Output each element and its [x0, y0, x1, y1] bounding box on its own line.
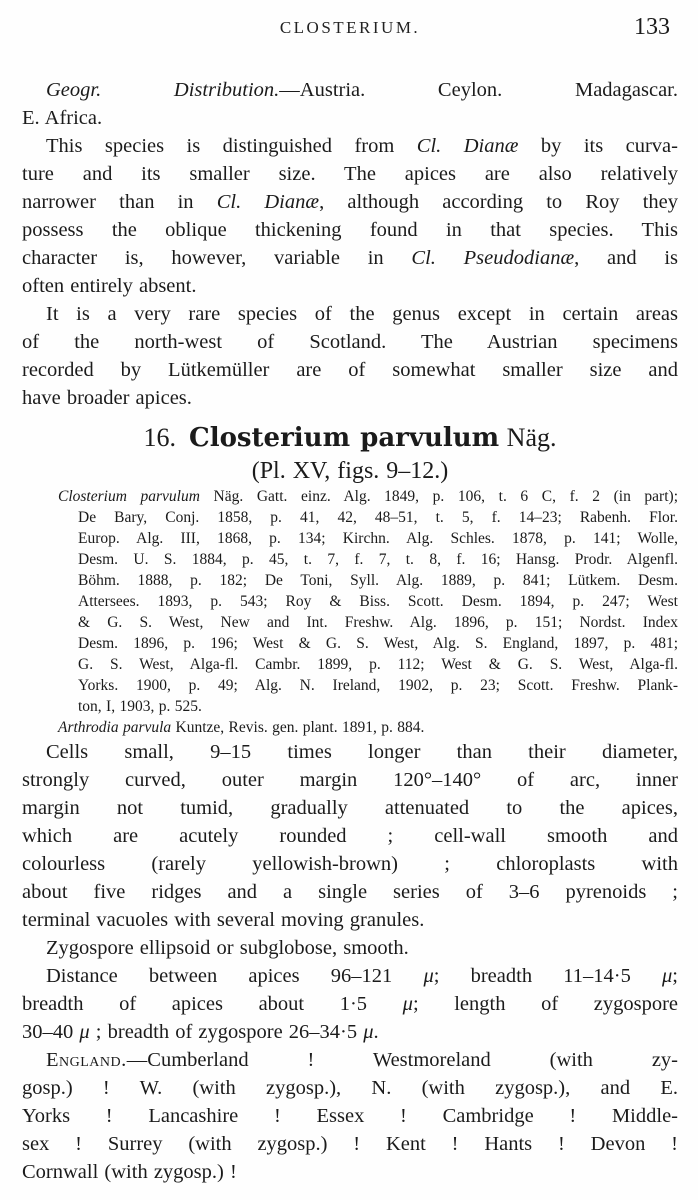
text-line — [22, 794, 678, 822]
text-segment: 30–40 — [22, 1021, 80, 1043]
text-segment: about five ridges and a single series of 3–6 pyrenoids ; — [22, 881, 678, 903]
text-segment: Böhm. 1888, p. 182; De Toni, Syll. Alg. 1889, p. 841; Lütkem. Desm. — [78, 572, 678, 589]
text-segment: Cl. Dianæ — [216, 191, 320, 213]
text-segment: ; length of zygospore — [412, 993, 679, 1015]
text-line — [22, 1074, 678, 1102]
text-segment: Cl. Dianæ — [416, 135, 519, 157]
text-line — [58, 717, 678, 738]
species-heading — [22, 422, 678, 454]
text-segment: which are acutely rounded ; cell-wall smooth and — [22, 825, 678, 847]
text-segment: breadth of apices about 1·5 — [22, 993, 403, 1015]
text-line — [22, 906, 678, 934]
dimensions-paragraph — [22, 962, 678, 1046]
text-line — [78, 612, 678, 633]
text-segment: Cells small, 9–15 times longer than their diameter, — [46, 741, 678, 763]
text-segment: Kuntze, Revis. gen. plant. 1891, p. 884. — [171, 719, 425, 736]
text-segment: μ — [79, 1021, 90, 1043]
text-line — [22, 850, 678, 878]
text-segment: Näg. Gatt. einz. Alg. 1849, p. 106, t. 6 C, f. 2 (in part); — [199, 488, 678, 505]
text-line — [22, 422, 678, 454]
synonymy-arthrodia-parvula — [22, 717, 678, 738]
text-line — [22, 878, 678, 906]
text-segment: gosp.) ! W. (with zygosp.), N. (with zygosp.), and E. — [22, 1077, 678, 1099]
text-line — [22, 1102, 678, 1130]
text-segment: This species is distinguished from — [46, 135, 417, 157]
text-line — [78, 591, 678, 612]
text-line — [22, 962, 678, 990]
text-segment: Desm. U. S. 1884, p. 45, t. 7, f. 7, t. 8, f. 16; Hansg. Prodr. Algenfl. — [78, 551, 678, 568]
text-line — [78, 675, 678, 696]
text-line — [78, 633, 678, 654]
text-segment: possess the oblique thickening found in that species. This — [22, 219, 678, 241]
text-segment: of the north-west of Scotland. The Austrian specimens — [22, 331, 678, 353]
page-body — [22, 76, 678, 1186]
text-segment: by its curva- — [518, 135, 678, 157]
text-segment: ture and its smaller size. The apices are also relatively — [22, 163, 678, 185]
text-line — [58, 486, 678, 507]
page-header — [22, 16, 678, 40]
cell-description-paragraph — [22, 738, 678, 934]
text-segment: Cl. Pseudodianæ — [411, 247, 575, 269]
text-segment: Arthrodia parvula — [58, 719, 172, 736]
text-line — [78, 570, 678, 591]
text-line — [22, 244, 678, 272]
text-segment: terminal vacuoles with several moving granules. — [22, 909, 425, 931]
text-segment: & G. S. West, New and Int. Freshw. Alg. 1896, p. 151; Nordst. Index — [78, 614, 678, 631]
text-segment: μ — [423, 965, 434, 987]
text-line — [22, 766, 678, 794]
text-segment: have broader apices. — [22, 387, 192, 409]
text-segment: margin not tumid, gradually attenuated to the apices, — [22, 797, 678, 819]
text-line — [22, 300, 678, 328]
text-line — [22, 1158, 678, 1186]
text-line — [22, 990, 678, 1018]
text-segment: character is, however, variable in — [22, 247, 412, 269]
text-segment: . — [373, 1021, 379, 1043]
text-line — [22, 456, 678, 486]
text-segment: Attersees. 1893, p. 543; Roy & Biss. Scott. Desm. 1894, p. 247; West — [78, 593, 678, 610]
text-segment: ; breadth of zygospore 26–34·5 — [89, 1021, 364, 1043]
text-segment: Closterium parvulum — [58, 488, 200, 505]
text-segment: recorded by Lütkemüller are of somewhat smaller size and — [22, 359, 678, 381]
text-segment: —Austria. Ceylon. Madagascar. — [279, 79, 678, 101]
text-segment: ; — [672, 965, 678, 987]
text-segment: Näg. — [499, 423, 557, 452]
text-line — [22, 104, 678, 132]
text-segment: Europ. Alg. III, 1868, p. 134; Kirchn. Alg. Schles. 1878, p. 141; Wolle, — [78, 530, 678, 547]
england-records-paragraph — [22, 1046, 678, 1186]
rarity-paragraph — [22, 300, 678, 412]
text-line — [22, 356, 678, 384]
text-line — [22, 738, 678, 766]
text-line — [78, 528, 678, 549]
text-line — [22, 188, 678, 216]
running-head: CLOSTERIUM. — [279, 18, 421, 37]
plate-reference — [22, 456, 678, 486]
text-segment: Distance between apices 96–121 — [46, 965, 424, 987]
text-segment: E. Africa. — [22, 107, 103, 129]
text-segment: G. S. West, Alga-fl. Cambr. 1899, p. 112; West & G. S. West, Alga-fl. — [78, 656, 678, 673]
text-segment: often entirely absent. — [22, 275, 197, 297]
synonymy-closterium-parvulum — [22, 486, 678, 717]
text-segment: sex ! Surrey (with zygosp.) ! Kent ! Hants ! Devon ! — [22, 1133, 678, 1155]
text-segment: narrower than in — [22, 191, 217, 213]
text-segment: Yorks ! Lancashire ! Essex ! Cambridge ! Middle- — [22, 1105, 678, 1127]
text-segment: England. — [46, 1049, 127, 1071]
text-line — [78, 549, 678, 570]
text-line — [22, 1046, 678, 1074]
text-line — [22, 216, 678, 244]
text-segment: , although according to Roy they — [319, 191, 678, 213]
text-segment: ; breadth 11–14·5 — [433, 965, 662, 987]
text-segment: Geogr. Distribution. — [46, 79, 280, 101]
text-line — [22, 272, 678, 300]
text-segment: colourless (rarely yellowish-brown) ; chloroplasts with — [22, 853, 678, 875]
text-line — [22, 1130, 678, 1158]
text-segment: strongly curved, outer margin 120°–140° of arc, inner — [22, 769, 678, 791]
text-segment: De Bary, Conj. 1858, p. 41, 42, 48–51, t. 5, f. 14–23; Rabenh. Flor. — [78, 509, 678, 526]
text-line — [78, 696, 678, 717]
page-number: 133 — [634, 14, 670, 40]
text-segment: Cornwall (with zygosp.) ! — [22, 1161, 237, 1183]
text-segment: ton, I, 1903, p. 525. — [78, 698, 202, 715]
text-line — [78, 507, 678, 528]
text-segment: μ — [363, 1021, 374, 1043]
text-segment: Closterium parvulum — [189, 423, 500, 453]
text-line — [22, 934, 678, 962]
text-segment: —Cumberland ! Westmoreland (with zy- — [126, 1049, 678, 1071]
text-line — [22, 328, 678, 356]
text-segment: It is a very rare species of the genus except in certain areas — [46, 303, 678, 325]
text-segment: (Pl. XV, figs. 9–12.) — [251, 458, 449, 484]
text-segment: μ — [662, 965, 673, 987]
text-line — [22, 822, 678, 850]
text-segment: Desm. 1896, p. 196; West & G. S. West, Alg. S. England, 1897, p. 481; — [78, 635, 678, 652]
text-segment: , and is — [574, 247, 678, 269]
text-line — [22, 76, 678, 104]
text-line — [22, 160, 678, 188]
text-segment: μ — [402, 993, 413, 1015]
text-segment: Yorks. 1900, p. 49; Alg. N. Ireland, 1902, p. 23; Scott. Freshw. Plank- — [78, 677, 678, 694]
text-line — [22, 132, 678, 160]
zygospore-paragraph — [22, 934, 678, 962]
text-line — [78, 654, 678, 675]
geographic-distribution-paragraph — [22, 76, 678, 132]
text-line — [22, 1018, 678, 1046]
text-line — [22, 384, 678, 412]
text-segment: Zygospore ellipsoid or subglobose, smooth. — [46, 937, 409, 959]
text-segment: 16. — [143, 423, 189, 452]
species-comparison-paragraph — [22, 132, 678, 300]
